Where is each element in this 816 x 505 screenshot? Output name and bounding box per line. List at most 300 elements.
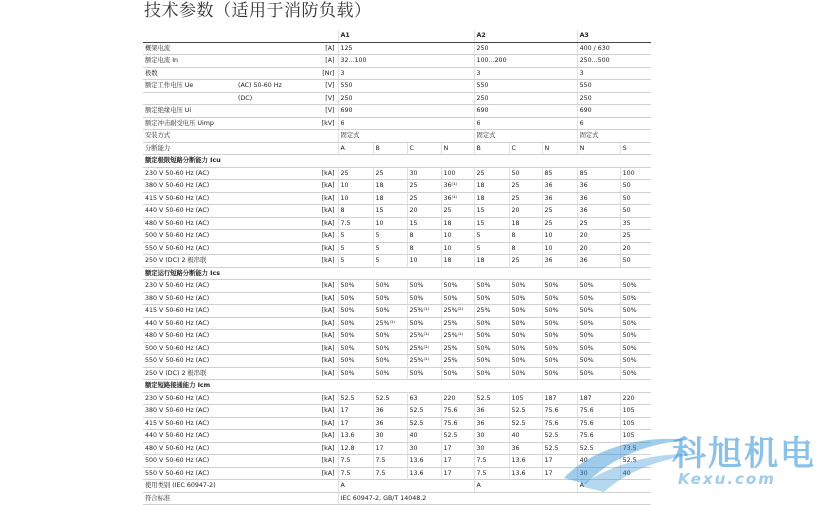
value-cell: 40 [620, 467, 651, 480]
value-cell: 50% [373, 355, 407, 368]
value-cell: 50% [542, 280, 577, 293]
row-label: 550 V 50-60 Hz (AC) [143, 467, 292, 480]
value-cell: 30 [474, 442, 509, 455]
row-label: 415 V 50-60 Hz (AC) [143, 305, 292, 318]
value-cell: 35 [620, 217, 651, 230]
value-cell: 50% [441, 292, 474, 305]
table-row [143, 342, 651, 355]
value-cell: 40 [577, 455, 620, 468]
row-unit: [kA] [292, 205, 338, 218]
value-cell: 7.5 [338, 217, 373, 230]
value-cell: 100...200 [474, 55, 577, 68]
value-cell: 36 [542, 192, 577, 205]
table-row [143, 392, 651, 405]
value-cell: 105 [620, 405, 651, 418]
value-cell: 250...500 [577, 55, 651, 68]
value-cell: 32...100 [338, 55, 474, 68]
value-cell: 18 [474, 255, 509, 268]
value-cell: 50% [338, 292, 373, 305]
value-cell: 105 [620, 417, 651, 430]
value-cell: 10 [373, 217, 407, 230]
value-cell: 36 [577, 205, 620, 218]
value-cell: 50% [620, 355, 651, 368]
row-label: 500 V 50-60 Hz (AC) [143, 455, 292, 468]
value-cell: 25% [474, 305, 509, 318]
value-cell: 52.5 [542, 442, 577, 455]
value-cell: 3 [338, 67, 474, 80]
value-cell: 50% [338, 317, 373, 330]
value-cell: 5 [474, 230, 509, 243]
value-cell: 固定式 [577, 130, 651, 143]
value-cell: 50% [509, 280, 542, 293]
row-label: 415 V 50-60 Hz (AC) [143, 192, 292, 205]
row-unit: [kA] [292, 442, 338, 455]
value-cell: 50% [338, 355, 373, 368]
value-cell: 13.6 [407, 467, 441, 480]
value-cell: 50% [577, 367, 620, 380]
row-label: 230 V 50-60 Hz (AC) [143, 280, 292, 293]
value-cell: 25 [542, 217, 577, 230]
value-cell: 6 [474, 117, 577, 130]
row-unit: [kA] [292, 180, 338, 193]
value-cell: A [338, 142, 373, 155]
row-unit: [kA] [292, 292, 338, 305]
row-unit: [kA] [292, 217, 338, 230]
row-label [143, 92, 236, 105]
frame-a2-header: A2 [474, 30, 577, 42]
row-unit: [kA] [292, 255, 338, 268]
value-cell: 30 [373, 430, 407, 443]
row-unit [292, 130, 338, 143]
value-cell: 50% [474, 292, 509, 305]
value-cell: 52.5 [373, 392, 407, 405]
table-row [143, 130, 651, 143]
value-cell: 30 [407, 167, 441, 180]
table-row [143, 217, 651, 230]
row-label: 500 V 50-60 Hz (AC) [143, 230, 292, 243]
row-unit: [Nr] [292, 67, 338, 80]
row-unit: [A] [292, 42, 338, 55]
value-cell: 25%⁽¹⁾ [407, 305, 441, 318]
row-unit: [kA] [292, 305, 338, 318]
table-row [143, 267, 651, 280]
row-label: 分断能力 [143, 142, 292, 155]
value-cell: 73.5 [620, 442, 651, 455]
value-cell: 50% [407, 280, 441, 293]
row-unit: [kA] [292, 317, 338, 330]
value-cell: 10 [441, 230, 474, 243]
table-row [143, 280, 651, 293]
value-cell: 50% [474, 330, 509, 343]
value-cell: 52.5 [620, 455, 651, 468]
value-cell: 50% [338, 330, 373, 343]
value-cell: 6 [338, 117, 474, 130]
value-cell: 50% [509, 367, 542, 380]
value-cell: 30 [474, 430, 509, 443]
row-label: 480 V 50-60 Hz (AC) [143, 217, 292, 230]
row-unit: [kA] [292, 242, 338, 255]
table-row [143, 317, 651, 330]
table-row [143, 30, 651, 42]
row-label: 440 V 50-60 Hz (AC) [143, 317, 292, 330]
value-cell: 13.6 [509, 455, 542, 468]
value-cell: 18 [474, 180, 509, 193]
value-cell: 25 [441, 205, 474, 218]
value-cell: 5 [373, 255, 407, 268]
section-title: 额定极限短路分断能力 Icu [143, 155, 651, 168]
value-cell: 25 [542, 205, 577, 218]
value-cell: 100 [620, 167, 651, 180]
row-label: 500 V 50-60 Hz (AC) [143, 342, 292, 355]
value-cell: 50% [373, 330, 407, 343]
value-cell: 50% [407, 367, 441, 380]
value-cell: 50% [441, 367, 474, 380]
value-cell: 25%⁽²⁾ [441, 305, 474, 318]
value-cell: 12.8 [338, 442, 373, 455]
value-cell: 18 [474, 192, 509, 205]
value-cell: 75.6 [441, 405, 474, 418]
value-cell: 52.5 [474, 392, 509, 405]
value-cell: 250 [474, 42, 577, 55]
value-cell: 50% [373, 280, 407, 293]
value-cell: 50% [474, 355, 509, 368]
value-cell: 125 [338, 42, 474, 55]
value-cell: 25 [407, 192, 441, 205]
watermark-subtext: Kexu.com [678, 470, 776, 488]
table-row [143, 67, 651, 80]
value-cell: 25 [407, 180, 441, 193]
value-cell: 17 [373, 442, 407, 455]
value-cell: 50% [620, 292, 651, 305]
value-cell: 25 [509, 192, 542, 205]
value-cell: 52.5 [338, 392, 373, 405]
row-label: 480 V 50-60 Hz (AC) [143, 330, 292, 343]
table-row [143, 142, 651, 155]
row-unit: [kA] [292, 430, 338, 443]
row-label: 440 V 50-60 Hz (AC) [143, 430, 292, 443]
value-cell: 15 [373, 205, 407, 218]
table-row [143, 305, 651, 318]
value-cell: 20 [509, 205, 542, 218]
value-cell: 25 [373, 167, 407, 180]
value-cell: 75.6 [542, 417, 577, 430]
value-cell: 25% [441, 342, 474, 355]
value-cell: 固定式 [474, 130, 577, 143]
value-cell: 17 [441, 455, 474, 468]
table-row [143, 117, 651, 130]
row-unit: [kA] [292, 192, 338, 205]
table-row [143, 155, 651, 168]
value-cell: 36 [373, 417, 407, 430]
value-cell: 17 [338, 405, 373, 418]
value-cell: 50% [542, 342, 577, 355]
value-cell: 8 [509, 242, 542, 255]
table-row [143, 55, 651, 68]
row-unit: [A] [292, 55, 338, 68]
value-cell: 550 [474, 80, 577, 93]
value-cell: 50% [542, 367, 577, 380]
table-row [143, 167, 651, 180]
value-cell: 18 [373, 180, 407, 193]
table-row [143, 42, 651, 55]
value-cell: 10 [407, 255, 441, 268]
value-cell: 220 [441, 392, 474, 405]
value-cell: N [441, 142, 474, 155]
value-cell: 36 [373, 405, 407, 418]
row-label: 415 V 50-60 Hz (AC) [143, 417, 292, 430]
value-cell: 250 [474, 92, 577, 105]
value-cell: 5 [338, 255, 373, 268]
value-cell: 75.6 [542, 405, 577, 418]
value-cell: S [620, 142, 651, 155]
value-cell: 25 [620, 230, 651, 243]
value-cell: 17 [338, 417, 373, 430]
value-cell: 50% [441, 280, 474, 293]
table-row [143, 230, 651, 243]
value-cell: 36⁽¹⁾ [441, 192, 474, 205]
row-label: 使用类别 (IEC 60947-2) [143, 480, 338, 493]
row-unit: [kA] [292, 467, 338, 480]
row-unit: [V] [292, 92, 338, 105]
value-cell: 5 [373, 242, 407, 255]
value-cell: 75.6 [441, 417, 474, 430]
page-title: 技术参数（适用于消防负载） [144, 1, 372, 21]
value-cell: 8 [509, 230, 542, 243]
value-cell: 50% [338, 305, 373, 318]
table-row [143, 330, 651, 343]
value-cell: 40 [509, 430, 542, 443]
row-label: 额定工作电压 Ue [143, 80, 236, 93]
value-cell: 36 [542, 180, 577, 193]
value-cell: 8 [338, 205, 373, 218]
value-cell: N [577, 142, 620, 155]
value-cell: B [373, 142, 407, 155]
watermark-logo [560, 420, 816, 496]
value-cell: 5 [338, 230, 373, 243]
value-cell: 36 [474, 405, 509, 418]
value-cell: 18 [441, 255, 474, 268]
value-cell: 25 [509, 255, 542, 268]
value-cell: 50% [373, 342, 407, 355]
value-cell: 50% [542, 305, 577, 318]
value-cell: 5 [474, 242, 509, 255]
value-cell: 17 [542, 467, 577, 480]
value-cell: 15 [474, 205, 509, 218]
row-unit: [V] [292, 105, 338, 118]
table-row [143, 367, 651, 380]
frame-a3-header: A3 [577, 30, 651, 42]
value-cell: 50 [620, 180, 651, 193]
value-cell: C [509, 142, 542, 155]
value-cell: 10 [441, 242, 474, 255]
value-cell: 17 [542, 455, 577, 468]
row-label: 440 V 50-60 Hz (AC) [143, 205, 292, 218]
value-cell: 18 [441, 217, 474, 230]
value-cell: 187 [542, 392, 577, 405]
value-cell: 52.5 [407, 417, 441, 430]
value-cell: 250 [577, 92, 651, 105]
row-label: 550 V 50-60 Hz (AC) [143, 242, 292, 255]
row-unit: [V] [292, 80, 338, 93]
value-cell: 7.5 [373, 455, 407, 468]
value-cell: 17 [441, 442, 474, 455]
value-cell: 50% [407, 292, 441, 305]
value-cell: 10 [542, 230, 577, 243]
value-cell: 50 [509, 167, 542, 180]
value-cell: 50% [577, 330, 620, 343]
table-row [143, 355, 651, 368]
value-cell: 36 [577, 180, 620, 193]
value-cell: B [474, 142, 509, 155]
value-cell: 50% [474, 367, 509, 380]
value-cell: 25 [474, 167, 509, 180]
value-cell: 50% [620, 342, 651, 355]
row-label: 380 V 50-60 Hz (AC) [143, 180, 292, 193]
value-cell: 690 [577, 105, 651, 118]
value-cell: 187 [577, 392, 620, 405]
value-cell: 63 [407, 392, 441, 405]
value-cell: 52.5 [509, 417, 542, 430]
row-label: 230 V 50-60 Hz (AC) [143, 392, 292, 405]
row-label: 极数 [143, 67, 292, 80]
row-sublabel: (DC) [236, 92, 292, 105]
row-sublabel: (AC) 50-60 Hz [236, 80, 292, 93]
value-cell: 52.5 [577, 442, 620, 455]
frame-a1-header: A1 [338, 30, 474, 42]
row-unit: [kA] [292, 280, 338, 293]
value-cell: 25%⁽¹⁾ [407, 355, 441, 368]
value-cell: 10 [542, 242, 577, 255]
value-cell: 220 [620, 392, 651, 405]
value-cell: 25% [441, 317, 474, 330]
value-cell: 50% [620, 305, 651, 318]
value-cell: 15 [407, 217, 441, 230]
row-label: 额定电流 In [143, 55, 292, 68]
value-cell: 400 / 630 [577, 42, 651, 55]
value-cell: 52.5 [441, 430, 474, 443]
value-cell: 75.6 [577, 430, 620, 443]
row-label: 符合标准 [143, 492, 338, 505]
value-cell: 36 [509, 442, 542, 455]
value-cell: 7.5 [474, 467, 509, 480]
value-cell: 105 [620, 430, 651, 443]
value-cell: C [407, 142, 441, 155]
value-cell: 50% [509, 317, 542, 330]
value-cell: 17 [441, 467, 474, 480]
row-label: 额定绝缘电压 Ui [143, 105, 292, 118]
value-cell: 18 [373, 192, 407, 205]
row-label: 550 V 50-60 Hz (AC) [143, 355, 292, 368]
value-cell: 550 [577, 80, 651, 93]
watermark-text: 科旭机电 [672, 434, 816, 474]
row-label: 480 V 50-60 Hz (AC) [143, 442, 292, 455]
row-unit: [kV] [292, 117, 338, 130]
value-cell: IEC 60947-2, GB/T 14048.2 [338, 492, 651, 505]
row-unit: [kA] [292, 455, 338, 468]
table-row [143, 92, 651, 105]
value-cell: 50% [577, 305, 620, 318]
row-unit: [kA] [292, 355, 338, 368]
value-cell: 50% [474, 342, 509, 355]
value-cell: 30 [577, 467, 620, 480]
value-cell: 50% [509, 305, 542, 318]
value-cell: 8 [407, 242, 441, 255]
value-cell: 18 [509, 217, 542, 230]
table-row [143, 380, 651, 393]
value-cell: 690 [474, 105, 577, 118]
row-unit: [kA] [292, 342, 338, 355]
value-cell: 50% [620, 280, 651, 293]
value-cell: N [542, 142, 577, 155]
value-cell: 50 [620, 192, 651, 205]
table-row [143, 255, 651, 268]
value-cell: A [338, 480, 474, 493]
value-cell: 30 [407, 442, 441, 455]
value-cell: 7.5 [373, 467, 407, 480]
value-cell: 50% [542, 330, 577, 343]
value-cell: 50% [373, 292, 407, 305]
row-label: 380 V 50-60 Hz (AC) [143, 292, 292, 305]
value-cell: 50% [509, 292, 542, 305]
value-cell: 550 [338, 80, 474, 93]
value-cell: 690 [338, 105, 474, 118]
row-unit: [kA] [292, 367, 338, 380]
section-title: 额定短路接通能力 Icm [143, 380, 651, 393]
row-unit: [kA] [292, 417, 338, 430]
value-cell: 50% [577, 280, 620, 293]
value-cell: 50% [542, 355, 577, 368]
table-row [143, 80, 651, 93]
value-cell: 36⁽¹⁾ [441, 180, 474, 193]
table-row [143, 180, 651, 193]
table-row [143, 205, 651, 218]
row-label: 概架电流 [143, 42, 292, 55]
value-cell: 100 [441, 167, 474, 180]
value-cell: 50% [620, 317, 651, 330]
value-cell: 36 [542, 255, 577, 268]
value-cell: 3 [577, 67, 651, 80]
value-cell: 7.5 [338, 455, 373, 468]
value-cell: 5 [338, 242, 373, 255]
value-cell: 85 [542, 167, 577, 180]
value-cell: 50% [338, 280, 373, 293]
value-cell: 20 [577, 242, 620, 255]
row-unit: [kA] [292, 167, 338, 180]
value-cell: 50 [620, 205, 651, 218]
value-cell: 8 [407, 230, 441, 243]
value-cell: 50% [338, 342, 373, 355]
value-cell: 50% [542, 292, 577, 305]
row-unit: [kA] [292, 230, 338, 243]
value-cell: 50% [474, 317, 509, 330]
value-cell: 25 [577, 217, 620, 230]
value-cell: 20 [407, 205, 441, 218]
value-cell: 36 [474, 417, 509, 430]
table-row [143, 105, 651, 118]
value-cell: 50% [577, 317, 620, 330]
row-label: 230 V 50-60 Hz (AC) [143, 167, 292, 180]
value-cell: 50% [373, 305, 407, 318]
value-cell: 13.6 [338, 430, 373, 443]
value-cell: 13.6 [407, 455, 441, 468]
value-cell: 20 [577, 230, 620, 243]
value-cell: 7.5 [474, 455, 509, 468]
value-cell: 13.6 [509, 467, 542, 480]
value-cell: 50% [577, 342, 620, 355]
value-cell: 75.6 [577, 405, 620, 418]
value-cell: 50% [620, 330, 651, 343]
row-unit: [kA] [292, 405, 338, 418]
